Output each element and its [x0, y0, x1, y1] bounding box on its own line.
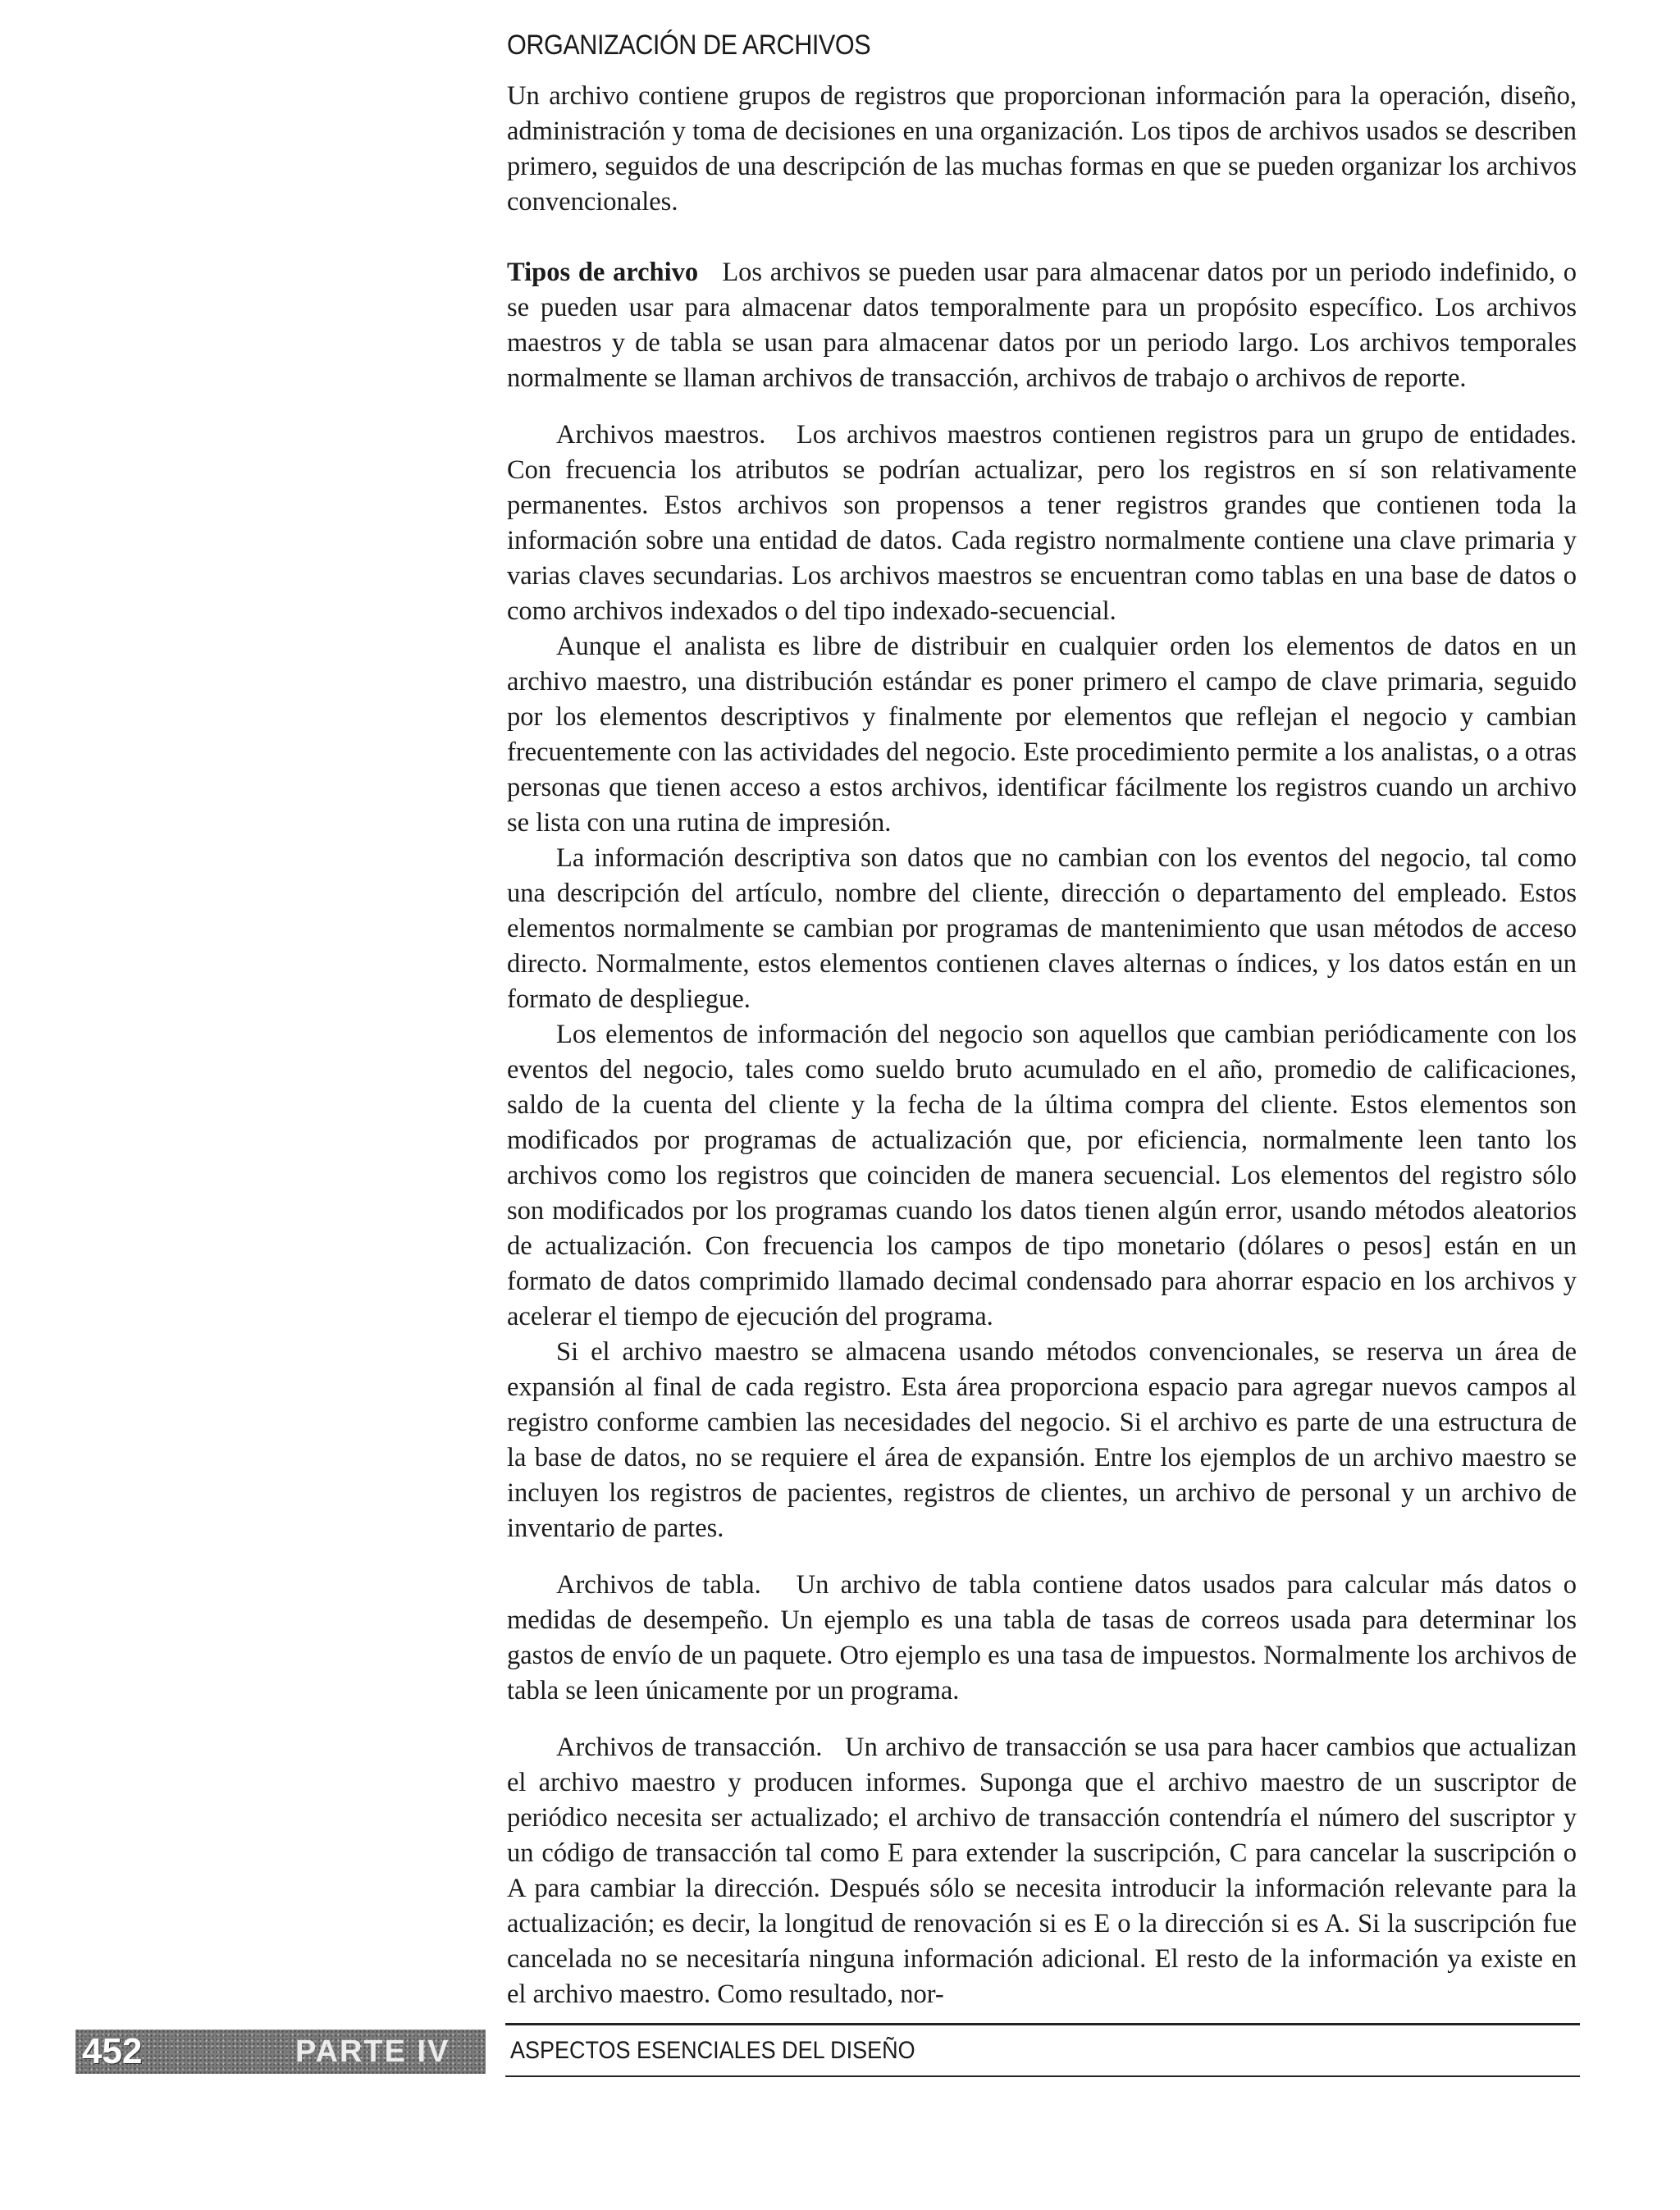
- file-types-paragraph: [507, 255, 1577, 396]
- master-files-paragraph-5: Si el archivo maestro se almacena usando métodos convencionales, se reserva un área de expansión al final de cada registro. Esta área proporciona espacio para agregar nuevos campos al registro conforme cambien las necesidades del negocio. Si el archivo es parte de una estructura de la base de datos, no se requiere el área de expansión. Entre los ejemplos de un archivo maestro se incluyen los registros de pacientes, registros de clientes, un archivo de personal y un archivo de inventario de partes.: [507, 1337, 1577, 1543]
- master-files-paragraph-3: La información descriptiva son datos que no cambian con los eventos del negocio, tal como una descripción del artículo, nombre del cliente, dirección o departamento del empleado. Estos elementos normalmente se cambian por programas de mantenimiento que usan métodos de acceso directo. Normalmente, estos elementos contienen claves alternas o índices, y los datos están en un formato de despliegue.: [507, 843, 1577, 1014]
- intro-paragraph: Un archivo contiene grupos de registros que proporcionan información para la operación, diseño, administración y toma de decisiones en una organización. Los tipos de archivos usados se describen primero, seguidos de una descripción de las muchas formas en que se pueden organizar los archivos convencionales.: [507, 81, 1577, 217]
- table-files-paragraph: [507, 1568, 1577, 1709]
- table-files-text: Un archivo de tabla contiene datos usados para calcular más datos o medidas de desempeño. Un ejemplo es una tabla de tasas de correos usada para determinar los gastos de envío de un paquete. Otro ejemplo es una tasa de impuestos. Normalmente los archivos de tabla se leen únicamente por un programa.: [507, 1570, 1577, 1705]
- master-files-paragraph-4: Los elementos de información del negocio son aquellos que cambian periódicamente con los eventos del negocio, tales como sueldo bruto acumulado en el año, promedio de calificaciones, saldo de la cuenta del cliente y la fecha de la última compra del cliente. Estos elementos son modificados por programas de actualización que, por eficiencia, normalmente leen tanto los archivos como los registros que coinciden de manera secuencial. Los elementos del registro sólo son modificados por los programas cuando los datos tienen algún error, usando métodos aleatorios de actualización. Con frecuencia los campos de tipo monetario (dólares o pesos] están en un formato de datos comprimido llamado decimal condensado para ahorrar espacio en los archivos y acelerar el tiempo de ejecución del programa.: [507, 1020, 1577, 1331]
- transaction-files-heading: Archivos de transacción.: [556, 1733, 823, 1762]
- section-title: ORGANIZACIÓN DE ARCHIVOS: [507, 30, 871, 61]
- body-text: [507, 79, 1577, 2012]
- transaction-files-paragraph: [507, 1730, 1577, 2012]
- part-label: PARTE IV: [295, 2034, 450, 2069]
- footer-rule-bottom: [505, 2075, 1580, 2077]
- master-files-text: Los archivos maestros contienen registros para un grupo de entidades. Con frecuencia los atributos se podrían actualizar, pero los registros en sí son relativamente permanentes. Estos archivos son propensos a tener registros grandes que contienen toda la información sobre una entidad de datos. Cada registro normalmente contiene una clave primaria y varias claves secundarias. Los archivos maestros se encuentran como tablas en una base de datos o como archivos indexados o del tipo indexado-secuencial.: [507, 420, 1577, 626]
- file-types-heading: Tipos de archivo: [507, 258, 699, 287]
- file-types-text: Los archivos se pueden usar para almacenar datos por un periodo indefinido, o se pueden usar para almacenar datos temporalmente para un propósito específico. Los archivos maestros y de tabla se usan para almacenar datos por un periodo largo. Los archivos temporales normalmente se llaman archivos de transacción, archivos de trabajo o archivos de reporte.: [507, 258, 1577, 393]
- running-footer-title: ASPECTOS ESENCIALES DEL DISEÑO: [510, 2037, 915, 2064]
- page-number: 452: [82, 2031, 143, 2071]
- table-files-heading: Archivos de tabla.: [556, 1570, 761, 1600]
- master-files-heading: Archivos maestros.: [556, 420, 766, 450]
- footer-rule-top: [505, 2023, 1580, 2025]
- transaction-files-text: Un archivo de transacción se usa para hacer cambios que actualizan el archivo maestro y producen informes. Suponga que el archivo maestro de un suscriptor de periódico necesita ser actualizado; el archivo de transacción contendría el número del suscriptor y un código de transacción tal como E para extender la suscripción, C para cancelar la suscripción o A para cambiar la dirección. Después sólo se necesita introducir la información relevante para la actualización; es decir, la longitud de renovación si es E o la dirección si es A. Si la suscripción fue cancelada no se necesitaría ninguna información adicional. El resto de la información ya existe en el archivo maestro. Como resultado, nor-: [507, 1733, 1577, 2009]
- master-files-paragraph: [507, 418, 1577, 629]
- master-files-paragraph-2: Aunque el analista es libre de distribuir en cualquier orden los elementos de datos en un archivo maestro, una distribución estándar es poner primero el campo de clave primaria, seguido por los elementos descriptivos y finalmente por elementos que reflejan el negocio y cambian frecuentemente con las actividades del negocio. Este procedimiento permite a los analistas, o a otras personas que tienen acceso a estos archivos, identificar fácilmente los registros cuando un archivo se lista con una rutina de impresión.: [507, 632, 1577, 838]
